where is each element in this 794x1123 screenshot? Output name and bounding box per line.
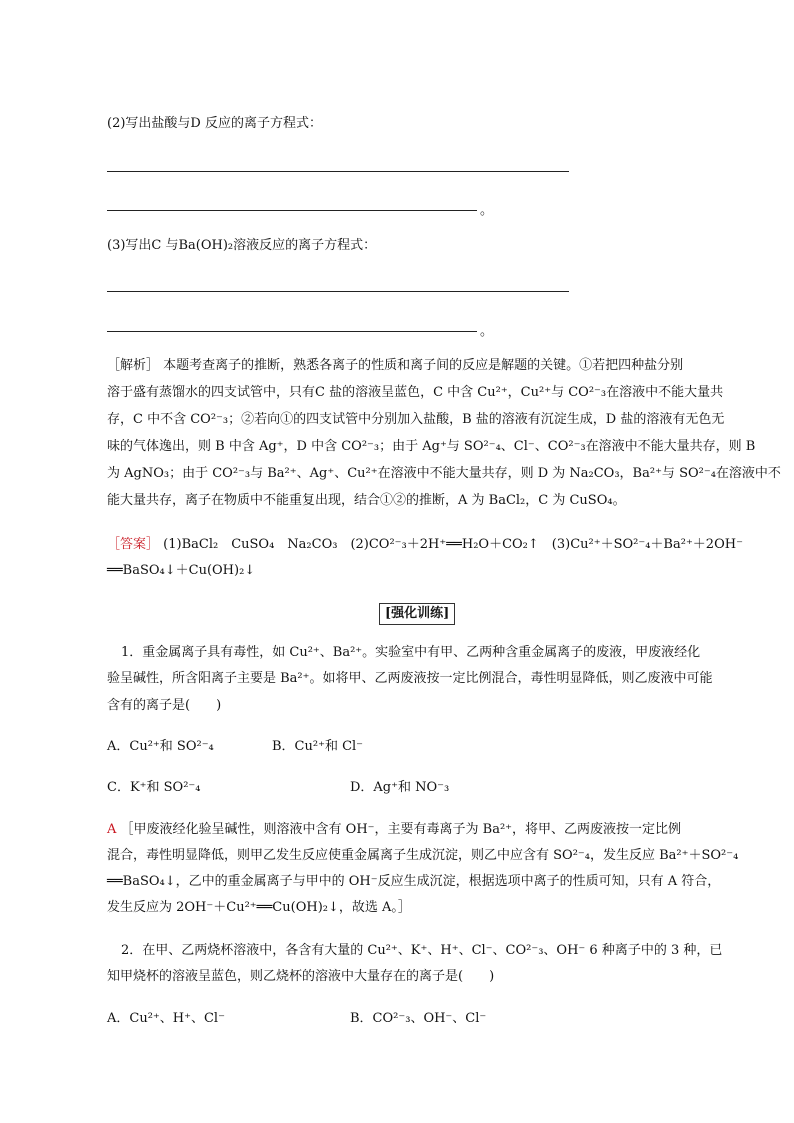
analysis-label: ［解析］ <box>107 358 160 373</box>
question1-line: 含有的离子是( ) <box>107 698 222 713</box>
explanation-line: 混合，毒性明显降低，则甲乙发生反应使重金属离子生成沉淀，则乙中应含有 SO²⁻₄，发生反应 Ba²⁺＋SO²⁻₄ <box>107 848 739 863</box>
question2-line: 2．在甲、乙两烧杯溶液中，各含有大量的 Cu²⁺、K⁺、H⁺、Cl⁻、CO²⁻₃、OH⁻ 6 种离子中的 3 种，已 <box>121 943 723 958</box>
answer-block <box>107 536 743 554</box>
analysis-line: 能大量共存，离子在物质中不能重复出现，结合①②的推断，A 为 BaCl₂，C 为 CuSO₄。 <box>107 493 626 508</box>
answer-label: ［答案］ <box>107 537 160 552</box>
analysis-line: 为 AgNO₃；由于 CO²⁻₃与 Ba²⁺、Ag⁺、Cu²⁺在溶液中不能大量共存，则 D 为 Na₂CO₃，Ba²⁺与 SO²⁻₄在溶液中不 <box>107 466 781 481</box>
q3-end-mark: 。 <box>480 324 494 339</box>
question1-answer-letter: A <box>107 822 117 837</box>
answer-line: ══BaSO₄↓＋Cu(OH)₂↓ <box>107 563 256 578</box>
question1-option-d[interactable]: D．Ag⁺和 NO⁻₃ <box>350 780 450 795</box>
analysis-line: 味的气体逸出，则 B 中含 Ag⁺，D 中含 CO²⁻₃；由于 Ag⁺与 SO²⁻₄、Cl⁻、CO²⁻₃在溶液中不能大量共存，则 B <box>107 439 756 454</box>
question1-line: 1．重金属离子具有毒性，如 Cu²⁺、Ba²⁺。实验室中有甲、乙两种含重金属离子的废液，甲废液经化 <box>121 645 701 660</box>
q2-prompt: (2)写出盐酸与D 反应的离子方程式： <box>107 116 322 131</box>
q2-answer-line-1[interactable] <box>107 170 569 172</box>
explanation-line: ［甲废液经化验呈碱性，则溶液中含有 OH⁻，主要有毒离子为 Ba²⁺，将甲、乙两废液按一定比例 <box>120 822 682 837</box>
question1-option-b[interactable]: B．Cu²⁺和 Cl⁻ <box>272 739 364 754</box>
q2-answer-line-2[interactable] <box>107 209 477 211</box>
q3-answer-line-2[interactable] <box>107 330 477 332</box>
analysis-line: 溶于盛有蒸馏水的四支试管中，只有C 盐的溶液呈蓝色，C 中含 Cu²⁺，Cu²⁺与 CO²⁻₃在溶液中不能大量共 <box>107 385 724 400</box>
analysis-block <box>107 357 683 375</box>
section-title: [强化训练] <box>379 603 455 625</box>
question1-option-a[interactable]: A．Cu²⁺和 SO²⁻₄ <box>107 739 214 754</box>
analysis-line: 本题考查离子的推断，熟悉各离子的性质和离子间的反应是解题的关键。①若把四种盐分别 <box>163 358 684 373</box>
question1-line: 验呈碱性，所含阳离子主要是 Ba²⁺。如将甲、乙两废液按一定比例混合，毒性明显降低，则乙废液中可能 <box>107 671 713 686</box>
q3-prompt: (3)写出C 与Ba(OH)₂溶液反应的离子方程式： <box>107 238 377 253</box>
explanation-line: 发生反应为 2OH⁻＋Cu²⁺══Cu(OH)₂↓，故选 A。］ <box>107 900 411 915</box>
question1-option-c[interactable]: C．K⁺和 SO²⁻₄ <box>107 780 201 795</box>
explanation-line: ══BaSO₄↓，乙中的重金属离子与甲中的 OH⁻反应生成沉淀，根据选项中离子的性质可知，只有 A 符合， <box>107 874 721 889</box>
q2-end-mark: 。 <box>480 203 494 218</box>
analysis-line: 存，C 中不含 CO²⁻₃；②若向①的四支试管中分别加入盐酸，B 盐的溶液有沉淀生成，D 盐的溶液有无色无 <box>107 412 725 427</box>
question2-option-b[interactable]: B．CO²⁻₃、OH⁻、Cl⁻ <box>350 1011 487 1026</box>
answer-line: (1)BaCl₂ CuSO₄ Na₂CO₃ (2)CO²⁻₃＋2H⁺══H₂O＋CO₂↑ (3)Cu²⁺＋SO²⁻₄＋Ba²⁺＋2OH⁻ <box>163 537 743 552</box>
question2-option-a[interactable]: A．Cu²⁺、H⁺、Cl⁻ <box>107 1011 225 1026</box>
q3-answer-line-1[interactable] <box>107 290 569 292</box>
question2-line: 知甲烧杯的溶液呈蓝色，则乙烧杯的溶液中大量存在的离子是( ) <box>107 969 495 984</box>
question1-explanation <box>107 821 681 839</box>
